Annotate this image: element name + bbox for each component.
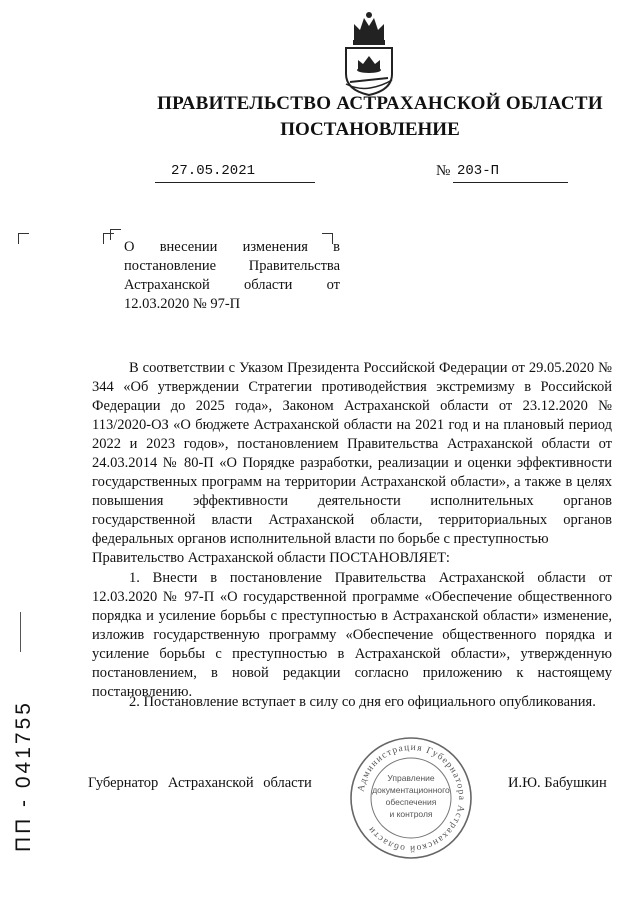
form-serial-number: ПП - 041755: [12, 700, 35, 852]
seal-center-line-2: документационного: [372, 785, 450, 795]
preamble-paragraph: В соответствии с Указом Президента Российской Федерации от 29.05.2020 № 344 «Об утверждении Стратегии противодействия экстремизму в Российской Федерации до 2025 года», Законом Астраханской области от 23.12.2020 № 113/2020-ОЗ «О бюджете Астраханской области на 2021 год и на плановый период 2022 и 2023 годов», постановлением Правительства Астраханской области от 24.03.2014 № 80-П «О Порядке разработки, реализации и оценки эффективности государственных программ на территории Астраханской области», а также в целях повышения эффективности деятельности исполнительных органов государственной власти Астраханской области, территориальных органов федеральных органов исполнительной власти по борьбе с преступностью: [92, 360, 612, 547]
signatory-title: Губернатор Астраханской области: [88, 775, 312, 791]
coat-of-arms-icon: [340, 10, 398, 96]
decree-statement: Правительство Астраханской области ПОСТАНОВЛЯЕТ:: [92, 550, 450, 566]
document-number-value: 203-П: [457, 163, 500, 179]
document-date-value: 27.05.2021: [171, 163, 256, 179]
organization-title: ПРАВИТЕЛЬСТВО АСТРАХАНСКОЙ ОБЛАСТИ: [157, 93, 603, 114]
document-subject: О внесении изменения в постановление Правительства Астраханской области от 12.03.2020 № 97-П: [124, 239, 340, 312]
margin-mark: [20, 612, 21, 652]
seal-ring-text: Администрация Губернатора Астраханской области: [356, 742, 467, 854]
item-1-paragraph: 1. Внести в постановление Правительства Астраханской области от 12.03.2020 № 97-П «О государственной программе «Обеспечение общественного порядка и усиление борьбы с преступностью в Астраханской области» изменение, изложив государственную программу «Обеспечение общественного порядка и усиление борьбы с преступностью в Астраханской области», утвержденную постановлением, в новой редакции согласно приложению к настоящему постановлению.: [92, 570, 612, 700]
seal-center-line-1: Управление: [387, 773, 435, 783]
document-type: ПОСТАНОВЛЕНИЕ: [280, 119, 460, 140]
left-corner-mark: [18, 233, 29, 244]
official-seal-stamp: [346, 733, 476, 863]
document-date: [155, 163, 315, 183]
item-2-paragraph: 2. Постановление вступает в силу со дня его официального опубликования.: [129, 694, 596, 710]
seal-center-line-4: и контроля: [389, 809, 433, 819]
subject-corner-mark-inner: [110, 229, 121, 240]
document-number: [453, 163, 568, 183]
signatory-name: И.Ю. Бабушкин: [508, 775, 607, 791]
seal-center-line-3: обеспечения: [385, 797, 437, 807]
document-number-label: №: [436, 163, 451, 179]
